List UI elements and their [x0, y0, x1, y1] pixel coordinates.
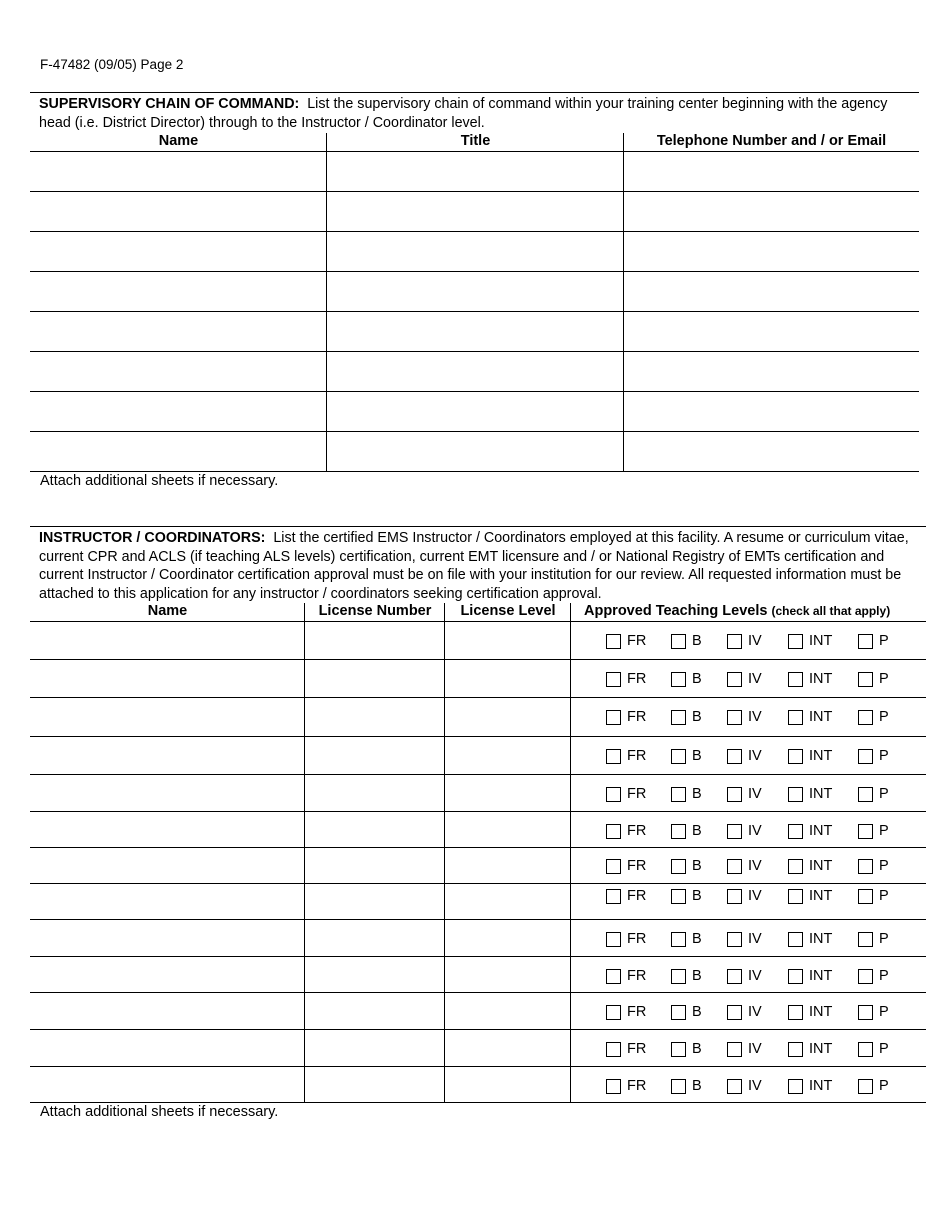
- level-label: B: [692, 888, 702, 904]
- row-rule: [30, 1102, 926, 1103]
- level-option-int[interactable]: [788, 630, 832, 652]
- level-option-int[interactable]: [788, 1001, 832, 1023]
- level-checkbox-iv[interactable]: [727, 787, 742, 802]
- instructor-license-number-field[interactable]: [305, 920, 444, 956]
- level-label: FR: [627, 748, 647, 764]
- level-checkbox-iv[interactable]: [727, 824, 742, 839]
- level-label: B: [692, 823, 702, 839]
- level-checkbox-fr[interactable]: [606, 672, 621, 687]
- instructor-license-level-field[interactable]: [445, 775, 570, 811]
- level-checkbox-fr[interactable]: [606, 749, 621, 764]
- level-label: P: [879, 888, 889, 904]
- level-label: FR: [627, 1004, 647, 1020]
- supervisory-title-field[interactable]: [327, 272, 623, 311]
- level-checkbox-b[interactable]: [671, 749, 686, 764]
- level-option-int[interactable]: [788, 855, 832, 877]
- level-option-fr[interactable]: [606, 668, 646, 690]
- instructor-license-level-field[interactable]: [445, 698, 570, 736]
- level-checkbox-p[interactable]: [858, 749, 873, 764]
- level-label: INT: [809, 1004, 833, 1020]
- section-top-rule: [30, 526, 926, 527]
- column-divider: [570, 603, 571, 1103]
- teaching-levels: [606, 745, 926, 767]
- level-option-fr[interactable]: [606, 630, 646, 652]
- level-label: FR: [627, 786, 647, 802]
- level-label: INT: [809, 931, 833, 947]
- level-label: FR: [627, 1041, 647, 1057]
- supervisory-contact-field[interactable]: [624, 312, 919, 351]
- instructors-intro: [39, 529, 921, 603]
- supervisory-title-field[interactable]: [327, 352, 623, 391]
- supervisory-title-field[interactable]: [327, 312, 623, 351]
- supervisory-title-field[interactable]: [327, 392, 623, 431]
- level-option-b[interactable]: [671, 855, 702, 877]
- level-option-iv[interactable]: [727, 783, 762, 805]
- level-option-fr[interactable]: [606, 885, 646, 907]
- level-checkbox-iv[interactable]: [727, 859, 742, 874]
- level-label: INT: [809, 786, 833, 802]
- level-option-p[interactable]: [858, 630, 889, 652]
- instructors-instructions: List the certified EMS Instructor / Coordinators employed at this facility. A resume or curriculum vitae, current CPR and ACLS (if teaching ALS levels) certification, current EMT licensure and / or National Registry of EMTs certification and current Instructor / Coordinator certification approval must be on file with your institution for our review. All requested information must be attached to this application for any instructor / coordinators seeking certification approval.: [39, 530, 909, 602]
- level-option-fr[interactable]: [606, 1075, 646, 1097]
- level-option-iv[interactable]: [727, 706, 762, 728]
- level-option-int[interactable]: [788, 706, 832, 728]
- level-checkbox-iv[interactable]: [727, 634, 742, 649]
- level-label: IV: [748, 671, 762, 687]
- level-checkbox-fr[interactable]: [606, 824, 621, 839]
- level-label: IV: [748, 633, 762, 649]
- instructor-license-level-field[interactable]: [445, 812, 570, 847]
- level-option-p[interactable]: [858, 783, 889, 805]
- instructor-license-level-field[interactable]: [445, 737, 570, 774]
- supervisory-name-field[interactable]: [30, 272, 326, 311]
- level-checkbox-p[interactable]: [858, 889, 873, 904]
- level-option-int[interactable]: [788, 820, 832, 842]
- level-checkbox-p[interactable]: [858, 710, 873, 725]
- instructor-license-number-field[interactable]: [305, 775, 444, 811]
- instructor-license-level-field[interactable]: [445, 884, 570, 919]
- level-option-p[interactable]: [858, 928, 889, 950]
- level-option-fr[interactable]: [606, 855, 646, 877]
- level-option-iv[interactable]: [727, 885, 762, 907]
- level-label: IV: [748, 1004, 762, 1020]
- level-checkbox-fr[interactable]: [606, 889, 621, 904]
- level-option-iv[interactable]: [727, 668, 762, 690]
- level-checkbox-b[interactable]: [671, 672, 686, 687]
- level-label: B: [692, 671, 702, 687]
- supervisory-contact-field[interactable]: [624, 272, 919, 311]
- level-label: INT: [809, 671, 833, 687]
- level-checkbox-fr[interactable]: [606, 1042, 621, 1057]
- level-option-p[interactable]: [858, 820, 889, 842]
- instructor-license-level-field[interactable]: [445, 920, 570, 956]
- instructor-license-level-field[interactable]: [445, 622, 570, 659]
- level-option-iv[interactable]: [727, 1075, 762, 1097]
- supervisory-title-field[interactable]: [327, 432, 623, 471]
- level-checkbox-p[interactable]: [858, 672, 873, 687]
- level-label: FR: [627, 671, 647, 687]
- level-option-iv[interactable]: [727, 855, 762, 877]
- level-checkbox-int[interactable]: [788, 932, 803, 947]
- level-checkbox-iv[interactable]: [727, 1079, 742, 1094]
- instructor-license-number-field[interactable]: [305, 993, 444, 1029]
- level-option-b[interactable]: [671, 885, 702, 907]
- level-label: IV: [748, 858, 762, 874]
- level-checkbox-p[interactable]: [858, 969, 873, 984]
- level-checkbox-int[interactable]: [788, 1042, 803, 1057]
- level-option-iv[interactable]: [727, 1038, 762, 1060]
- level-checkbox-int[interactable]: [788, 787, 803, 802]
- level-option-p[interactable]: [858, 745, 889, 767]
- supervisory-title-field[interactable]: [327, 152, 623, 191]
- teaching-levels: [606, 928, 926, 950]
- instructor-license-number-field[interactable]: [305, 812, 444, 847]
- level-label: INT: [809, 1078, 833, 1094]
- level-label: IV: [748, 931, 762, 947]
- instructors-heading: INSTRUCTOR / COORDINATORS:: [39, 530, 266, 546]
- instructor-name-field[interactable]: [30, 660, 304, 697]
- level-checkbox-fr[interactable]: [606, 634, 621, 649]
- level-option-int[interactable]: [788, 783, 832, 805]
- instructor-license-level-field[interactable]: [445, 660, 570, 697]
- supervisory-col-contact: Telephone Number and / or Email: [656, 133, 887, 149]
- level-checkbox-b[interactable]: [671, 710, 686, 725]
- level-option-iv[interactable]: [727, 820, 762, 842]
- instructor-name-field[interactable]: [30, 737, 304, 774]
- instructor-license-level-field[interactable]: [445, 1030, 570, 1066]
- supervisory-contact-field[interactable]: [624, 152, 919, 191]
- level-checkbox-int[interactable]: [788, 824, 803, 839]
- level-checkbox-int[interactable]: [788, 710, 803, 725]
- instructor-license-level-field[interactable]: [445, 848, 570, 883]
- teaching-levels: [606, 706, 926, 728]
- level-checkbox-b[interactable]: [671, 1042, 686, 1057]
- level-checkbox-p[interactable]: [858, 859, 873, 874]
- level-label: FR: [627, 888, 647, 904]
- instructor-license-level-field[interactable]: [445, 1067, 570, 1102]
- teaching-levels: [606, 1075, 926, 1097]
- supervisory-name-field[interactable]: [30, 432, 326, 471]
- supervisory-name-field[interactable]: [30, 232, 326, 271]
- instructor-license-number-field[interactable]: [305, 957, 444, 992]
- level-label: INT: [809, 858, 833, 874]
- instructors-col-approved: [584, 603, 890, 619]
- level-option-p[interactable]: [858, 1038, 889, 1060]
- level-checkbox-iv[interactable]: [727, 710, 742, 725]
- level-label: FR: [627, 1078, 647, 1094]
- supervisory-instructions: List the supervisory chain of command within your training center beginning with the agency head (i.e. District Director) through to the Instructor / Coordinator level.: [39, 96, 888, 131]
- level-checkbox-iv[interactable]: [727, 1005, 742, 1020]
- level-label: FR: [627, 709, 647, 725]
- level-checkbox-int[interactable]: [788, 672, 803, 687]
- level-label: INT: [809, 633, 833, 649]
- level-option-int[interactable]: [788, 745, 832, 767]
- level-option-fr[interactable]: [606, 965, 646, 987]
- level-checkbox-p[interactable]: [858, 1042, 873, 1057]
- section-top-rule: [30, 92, 919, 93]
- level-option-fr[interactable]: [606, 745, 646, 767]
- level-checkbox-fr[interactable]: [606, 1079, 621, 1094]
- level-label: FR: [627, 858, 647, 874]
- level-label: B: [692, 968, 702, 984]
- level-checkbox-p[interactable]: [858, 787, 873, 802]
- level-checkbox-b[interactable]: [671, 889, 686, 904]
- level-option-b[interactable]: [671, 820, 702, 842]
- level-checkbox-p[interactable]: [858, 932, 873, 947]
- level-checkbox-iv[interactable]: [727, 969, 742, 984]
- instructor-license-level-field[interactable]: [445, 957, 570, 992]
- level-label: INT: [809, 968, 833, 984]
- supervisory-heading: SUPERVISORY CHAIN OF COMMAND:: [39, 96, 300, 112]
- level-checkbox-fr[interactable]: [606, 787, 621, 802]
- instructor-name-field[interactable]: [30, 920, 304, 956]
- level-label: INT: [809, 888, 833, 904]
- level-label: B: [692, 931, 702, 947]
- level-label: INT: [809, 823, 833, 839]
- instructor-license-number-field[interactable]: [305, 698, 444, 736]
- level-label: B: [692, 786, 702, 802]
- level-checkbox-b[interactable]: [671, 1079, 686, 1094]
- level-checkbox-int[interactable]: [788, 749, 803, 764]
- level-label: IV: [748, 888, 762, 904]
- level-label: INT: [809, 709, 833, 725]
- level-option-b[interactable]: [671, 783, 702, 805]
- supervisory-contact-field[interactable]: [624, 392, 919, 431]
- level-option-fr[interactable]: [606, 1038, 646, 1060]
- level-label: INT: [809, 748, 833, 764]
- level-checkbox-iv[interactable]: [727, 1042, 742, 1057]
- level-checkbox-p[interactable]: [858, 634, 873, 649]
- supervisory-name-field[interactable]: [30, 392, 326, 431]
- instructor-name-field[interactable]: [30, 698, 304, 736]
- teaching-levels: [606, 668, 926, 690]
- teaching-levels: [606, 965, 926, 987]
- level-option-b[interactable]: [671, 1001, 702, 1023]
- teaching-levels: [606, 855, 926, 877]
- level-label: P: [879, 748, 889, 764]
- level-label: P: [879, 671, 889, 687]
- level-label: FR: [627, 633, 647, 649]
- level-label: B: [692, 709, 702, 725]
- level-option-p[interactable]: [858, 965, 889, 987]
- level-option-p[interactable]: [858, 706, 889, 728]
- instructors-col-license-number: License Number: [318, 603, 432, 619]
- level-option-int[interactable]: [788, 885, 832, 907]
- level-option-iv[interactable]: [727, 928, 762, 950]
- teaching-levels: [606, 783, 926, 805]
- level-option-p[interactable]: [858, 1001, 889, 1023]
- level-checkbox-int[interactable]: [788, 889, 803, 904]
- level-option-b[interactable]: [671, 745, 702, 767]
- level-option-b[interactable]: [671, 928, 702, 950]
- instructor-license-number-field[interactable]: [305, 848, 444, 883]
- instructor-name-field[interactable]: [30, 957, 304, 992]
- level-label: B: [692, 633, 702, 649]
- level-option-p[interactable]: [858, 855, 889, 877]
- level-option-int[interactable]: [788, 965, 832, 987]
- level-label: P: [879, 823, 889, 839]
- instructor-name-field[interactable]: [30, 848, 304, 883]
- instructors-note: Attach additional sheets if necessary.: [40, 1104, 279, 1120]
- level-checkbox-b[interactable]: [671, 969, 686, 984]
- level-checkbox-fr[interactable]: [606, 859, 621, 874]
- level-checkbox-iv[interactable]: [727, 889, 742, 904]
- level-label: IV: [748, 968, 762, 984]
- instructor-name-field[interactable]: [30, 812, 304, 847]
- level-checkbox-int[interactable]: [788, 634, 803, 649]
- level-option-b[interactable]: [671, 965, 702, 987]
- supervisory-title-field[interactable]: [327, 232, 623, 271]
- level-option-b[interactable]: [671, 630, 702, 652]
- instructors-col-name: Name: [147, 603, 188, 619]
- instructor-license-number-field[interactable]: [305, 1030, 444, 1066]
- level-option-fr[interactable]: [606, 928, 646, 950]
- level-option-iv[interactable]: [727, 630, 762, 652]
- supervisory-col-name: Name: [158, 133, 199, 149]
- level-option-fr[interactable]: [606, 783, 646, 805]
- level-checkbox-b[interactable]: [671, 932, 686, 947]
- level-option-fr[interactable]: [606, 706, 646, 728]
- level-label: IV: [748, 748, 762, 764]
- level-label: P: [879, 968, 889, 984]
- level-label: P: [879, 858, 889, 874]
- approved-levels-hint: (check all that apply): [771, 604, 891, 618]
- level-option-iv[interactable]: [727, 965, 762, 987]
- instructor-name-field[interactable]: [30, 1067, 304, 1102]
- level-option-b[interactable]: [671, 1075, 702, 1097]
- level-option-iv[interactable]: [727, 745, 762, 767]
- level-label: B: [692, 1041, 702, 1057]
- level-checkbox-iv[interactable]: [727, 672, 742, 687]
- level-label: P: [879, 1004, 889, 1020]
- instructor-name-field[interactable]: [30, 993, 304, 1029]
- supervisory-name-field[interactable]: [30, 192, 326, 231]
- teaching-levels: [606, 885, 926, 907]
- supervisory-note: Attach additional sheets if necessary.: [40, 473, 279, 489]
- level-checkbox-b[interactable]: [671, 634, 686, 649]
- level-option-fr[interactable]: [606, 1001, 646, 1023]
- supervisory-name-field[interactable]: [30, 152, 326, 191]
- level-checkbox-fr[interactable]: [606, 969, 621, 984]
- level-checkbox-iv[interactable]: [727, 932, 742, 947]
- instructor-license-level-field[interactable]: [445, 993, 570, 1029]
- level-label: IV: [748, 786, 762, 802]
- level-checkbox-b[interactable]: [671, 859, 686, 874]
- level-label: P: [879, 1078, 889, 1094]
- level-option-int[interactable]: [788, 1038, 832, 1060]
- level-checkbox-fr[interactable]: [606, 1005, 621, 1020]
- level-option-b[interactable]: [671, 706, 702, 728]
- level-label: IV: [748, 823, 762, 839]
- instructor-license-number-field[interactable]: [305, 660, 444, 697]
- level-checkbox-fr[interactable]: [606, 932, 621, 947]
- form-id: F-47482 (09/05) Page 2: [40, 57, 184, 72]
- level-label: B: [692, 858, 702, 874]
- supervisory-col-title: Title: [460, 133, 491, 149]
- level-label: FR: [627, 931, 647, 947]
- instructor-license-number-field[interactable]: [305, 1067, 444, 1102]
- teaching-levels: [606, 1001, 926, 1023]
- level-option-int[interactable]: [788, 928, 832, 950]
- row-rule: [30, 471, 919, 472]
- level-checkbox-int[interactable]: [788, 1005, 803, 1020]
- supervisory-intro: [39, 95, 921, 132]
- level-option-b[interactable]: [671, 668, 702, 690]
- level-checkbox-p[interactable]: [858, 1005, 873, 1020]
- level-checkbox-b[interactable]: [671, 824, 686, 839]
- level-label: IV: [748, 709, 762, 725]
- teaching-levels: [606, 630, 926, 652]
- level-label: B: [692, 1078, 702, 1094]
- supervisory-title-field[interactable]: [327, 192, 623, 231]
- level-label: FR: [627, 968, 647, 984]
- level-label: P: [879, 709, 889, 725]
- level-option-p[interactable]: [858, 1075, 889, 1097]
- level-option-b[interactable]: [671, 1038, 702, 1060]
- level-checkbox-p[interactable]: [858, 824, 873, 839]
- instructor-name-field[interactable]: [30, 622, 304, 659]
- level-checkbox-iv[interactable]: [727, 749, 742, 764]
- level-option-iv[interactable]: [727, 1001, 762, 1023]
- level-label: P: [879, 1041, 889, 1057]
- supervisory-contact-field[interactable]: [624, 192, 919, 231]
- supervisory-contact-field[interactable]: [624, 352, 919, 391]
- level-label: P: [879, 633, 889, 649]
- level-label: P: [879, 931, 889, 947]
- level-option-p[interactable]: [858, 885, 889, 907]
- level-option-int[interactable]: [788, 1075, 832, 1097]
- level-checkbox-p[interactable]: [858, 1079, 873, 1094]
- teaching-levels: [606, 820, 926, 842]
- supervisory-name-field[interactable]: [30, 312, 326, 351]
- instructors-col-license-level: License Level: [460, 603, 556, 619]
- teaching-levels: [606, 1038, 926, 1060]
- instructor-license-number-field[interactable]: [305, 622, 444, 659]
- level-label: B: [692, 1004, 702, 1020]
- level-checkbox-int[interactable]: [788, 859, 803, 874]
- level-checkbox-b[interactable]: [671, 787, 686, 802]
- level-option-int[interactable]: [788, 668, 832, 690]
- level-label: IV: [748, 1041, 762, 1057]
- instructor-license-number-field[interactable]: [305, 737, 444, 774]
- supervisory-name-field[interactable]: [30, 352, 326, 391]
- instructor-name-field[interactable]: [30, 1030, 304, 1066]
- level-option-fr[interactable]: [606, 820, 646, 842]
- instructor-name-field[interactable]: [30, 775, 304, 811]
- instructor-license-number-field[interactable]: [305, 884, 444, 919]
- level-checkbox-int[interactable]: [788, 969, 803, 984]
- level-checkbox-fr[interactable]: [606, 710, 621, 725]
- instructor-name-field[interactable]: [30, 884, 304, 919]
- level-option-p[interactable]: [858, 668, 889, 690]
- approved-levels-label: Approved Teaching Levels: [584, 603, 768, 619]
- level-label: IV: [748, 1078, 762, 1094]
- level-label: FR: [627, 823, 647, 839]
- supervisory-contact-field[interactable]: [624, 432, 919, 471]
- level-label: INT: [809, 1041, 833, 1057]
- level-checkbox-int[interactable]: [788, 1079, 803, 1094]
- level-label: P: [879, 786, 889, 802]
- level-label: B: [692, 748, 702, 764]
- level-checkbox-b[interactable]: [671, 1005, 686, 1020]
- supervisory-contact-field[interactable]: [624, 232, 919, 271]
